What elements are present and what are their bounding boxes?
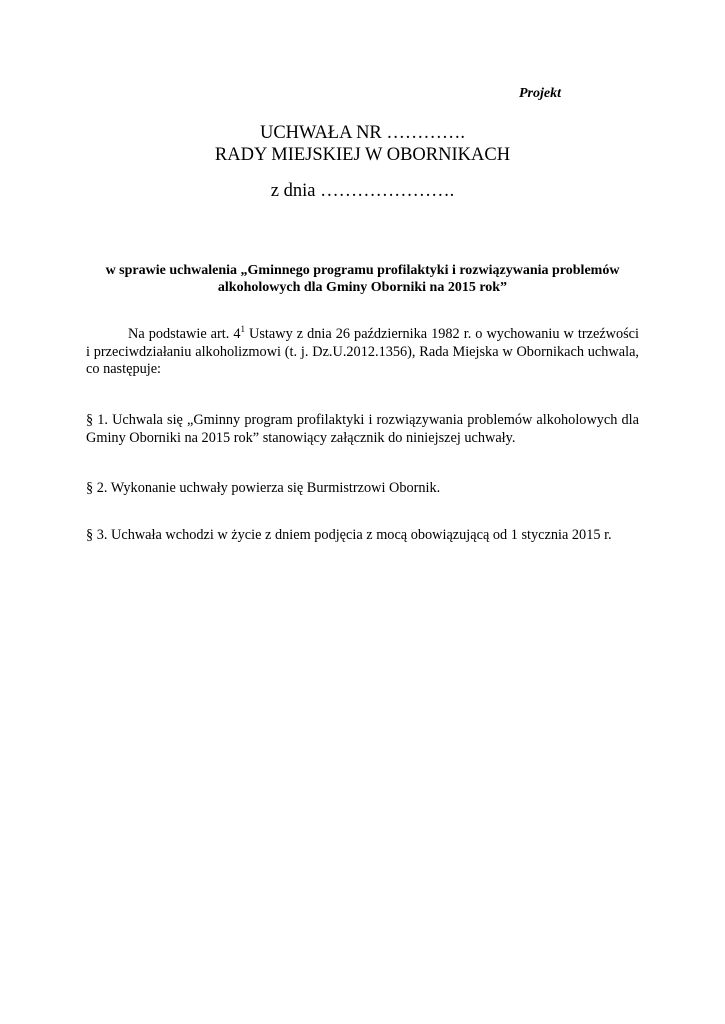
resolution-number: UCHWAŁA NR …………. [259, 123, 466, 143]
paragraph-1: § 1. Uchwala się „Gminny program profilaktyki i rozwiązywania problemów alkoholowych dla Gminy Oborniki na 2015 rok” stanowiący załącznik do niniejszej uchwały. [86, 412, 639, 446]
preamble-text-start: Na podstawie art. 4 [128, 326, 241, 342]
paragraph-3: § 3. Uchwała wchodzi w życie z dniem podjęcia z mocą obowiązującą od 1 stycznia 2015 r. [86, 527, 612, 543]
preamble-paragraph [86, 326, 639, 379]
resolution-title [0, 122, 725, 166]
resolution-subject [86, 262, 639, 296]
resolution-date: z dnia …………………. [270, 181, 455, 201]
paragraph-2: § 2. Wykonanie uchwały powierza się Burmistrzowi Obornik. [86, 480, 441, 496]
subject-line-2: alkoholowych dla Gminy Oborniki na 2015 rok” [217, 280, 508, 295]
projekt-label: Projekt [519, 86, 561, 101]
preamble-text-end: Ustawy z dnia 26 października 1982 r. o wychowaniu w trzeźwości i przeciwdziałaniu alkoholizmowi (t. j. Dz.U.2012.1356), Rada Miejska w Obornikach uchwala, co następuje: [86, 326, 639, 377]
council-name: RADY MIEJSKIEJ W OBORNIKACH [214, 145, 511, 165]
preamble-superscript: 1 [240, 324, 246, 335]
subject-line-1: w sprawie uchwalenia „Gminnego programu profilaktyki i rozwiązywania problemów [105, 263, 620, 278]
